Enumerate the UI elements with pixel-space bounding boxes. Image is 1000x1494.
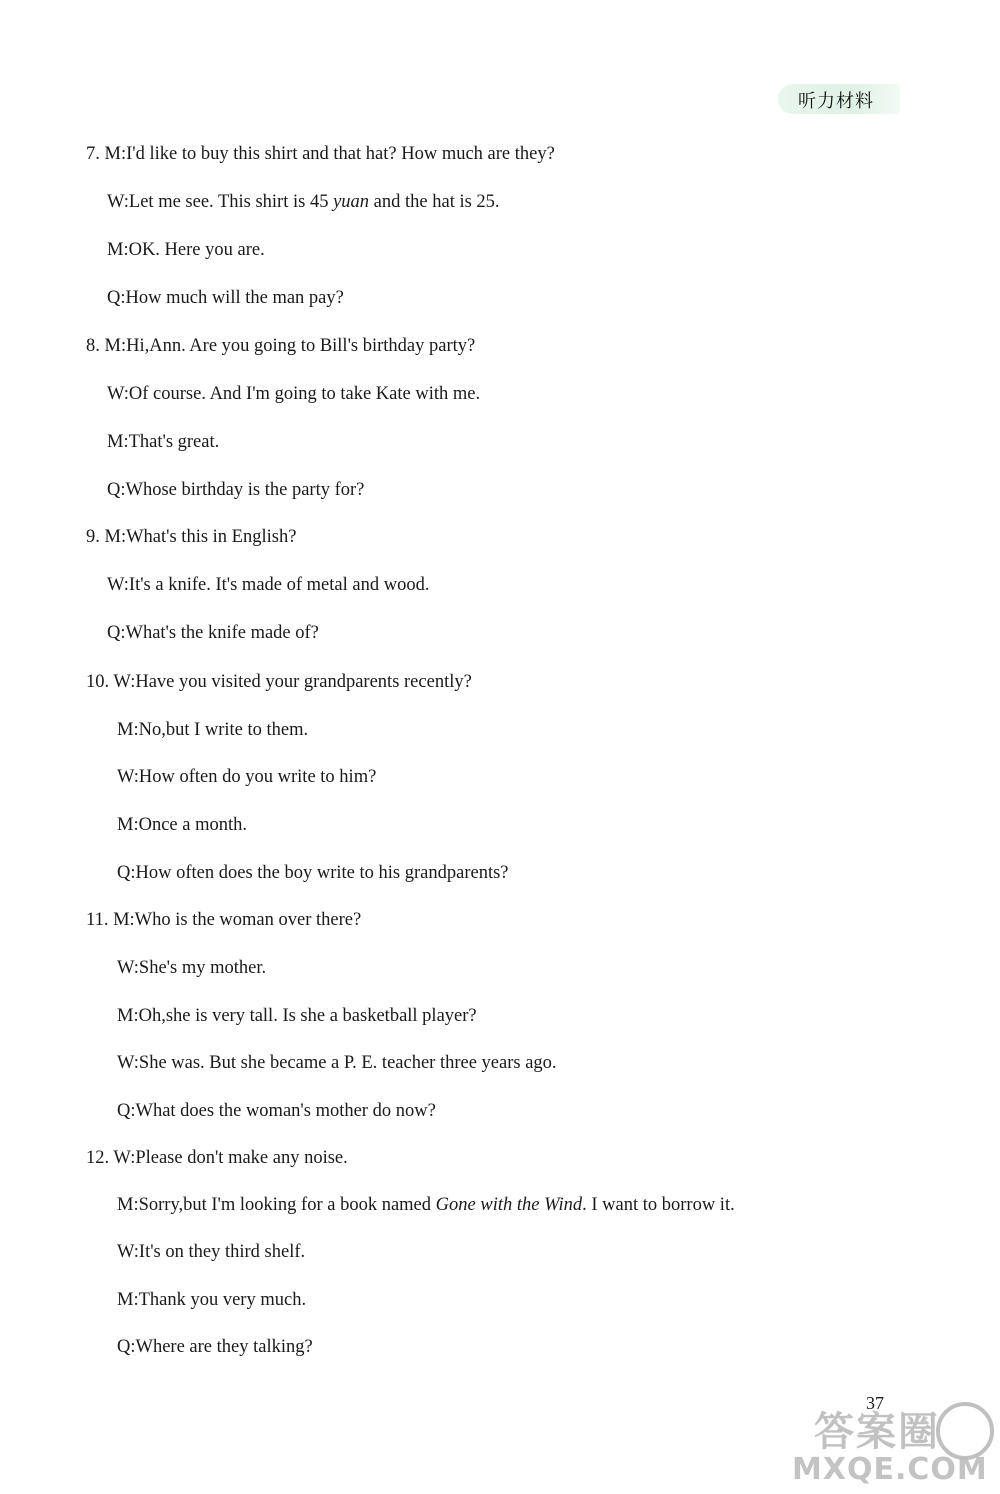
- dialogue-line: W:It's on they third shelf.: [117, 1242, 306, 1262]
- page-number: 37: [866, 1393, 884, 1413]
- dialogue-line: W:She was. But she became a P. E. teacher three years ago.: [117, 1053, 557, 1073]
- dialogue-line: M:Oh,she is very tall. Is she a basketball player?: [117, 1006, 477, 1026]
- italic-word: yuan: [333, 192, 370, 212]
- dialogue-text: and the hat is 25.: [369, 192, 500, 212]
- dialogue-line: Q:What's the knife made of?: [107, 623, 319, 643]
- dialogue-line: W:She's my mother.: [117, 958, 267, 978]
- watermark-url: MXQE.COM: [792, 1452, 988, 1487]
- dialogue-line: W:It's a knife. It's made of metal and wood.: [107, 575, 430, 595]
- dialogue-line: 7. M:I'd like to buy this shirt and that hat? How much are they?: [86, 144, 555, 164]
- dialogue-line: M:Once a month.: [117, 815, 247, 835]
- dialogue-line: 11. M:Who is the woman over there?: [86, 910, 362, 930]
- section-tab-label: 听力材料: [798, 91, 874, 112]
- dialogue-line: W:Of course. And I'm going to take Kate with me.: [107, 384, 481, 404]
- dialogue-line: 8. M:Hi,Ann. Are you going to Bill's birthday party?: [86, 336, 476, 356]
- dialogue-line: [117, 1195, 735, 1216]
- watermark: [786, 1400, 992, 1492]
- dialogue-line: M:No,but I write to them.: [117, 720, 309, 740]
- dialogue-text: M:Sorry,but I'm looking for a book named: [117, 1195, 436, 1215]
- section-tab: [778, 84, 900, 114]
- book-title: Gone with the Wind: [435, 1195, 583, 1215]
- dialogue-line: 10. W:Have you visited your grandparents recently?: [86, 672, 472, 692]
- dialogue-line: M:OK. Here you are.: [107, 240, 265, 260]
- dialogue-text: W:Let me see. This shirt is 45: [107, 192, 334, 212]
- dialogue-line: 9. M:What's this in English?: [86, 527, 297, 547]
- watermark-logo: 答案圈: [814, 1409, 940, 1455]
- dialogue-line: W:How often do you write to him?: [117, 767, 377, 787]
- dialogue-line: 12. W:Please don't make any noise.: [86, 1148, 348, 1168]
- dialogue-line: Q:How much will the man pay?: [107, 288, 344, 308]
- dialogue-line: M:Thank you very much.: [117, 1290, 307, 1310]
- dialogue-text: . I want to borrow it.: [582, 1195, 735, 1215]
- dialogue-line: Q:How often does the boy write to his grandparents?: [117, 863, 509, 883]
- dialogue-line: M:That's great.: [107, 432, 220, 452]
- dialogue-line: Q:Where are they talking?: [117, 1337, 313, 1357]
- dialogue-line: [107, 192, 500, 213]
- dialogue-line: Q:Whose birthday is the party for?: [107, 480, 365, 500]
- dialogue-line: Q:What does the woman's mother do now?: [117, 1101, 436, 1121]
